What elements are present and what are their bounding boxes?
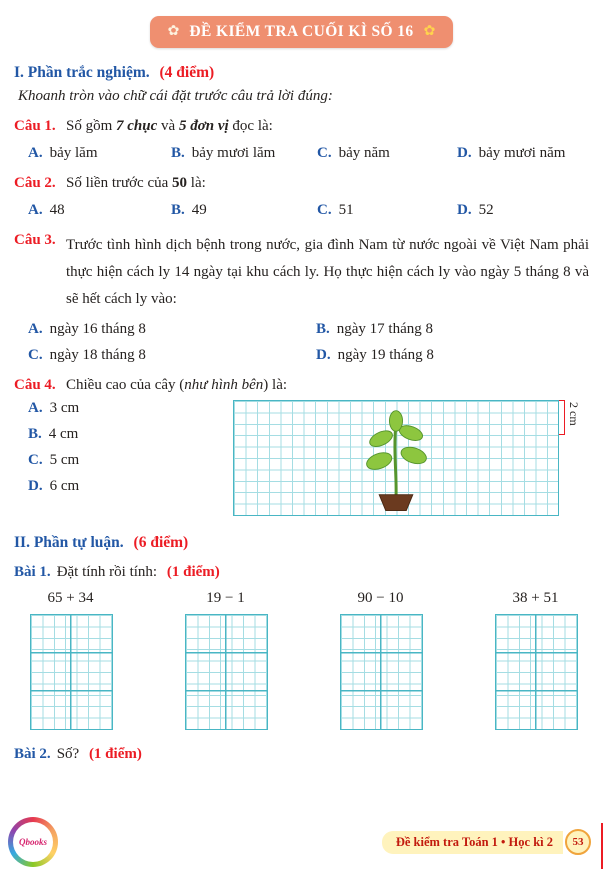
- answer-grid[interactable]: [185, 614, 268, 730]
- question-4-text-part: ) là:: [263, 377, 288, 393]
- answer-grid[interactable]: [495, 614, 578, 730]
- option-text: bảy mươi lăm: [191, 145, 276, 161]
- option-letter: D.: [316, 347, 331, 363]
- option-letter: C.: [317, 202, 332, 218]
- option-letter: B.: [171, 202, 185, 218]
- section-1-heading: [14, 64, 589, 82]
- expression: 65 + 34: [47, 590, 94, 606]
- option-c: [317, 202, 457, 219]
- option-letter: A.: [28, 145, 43, 161]
- option-d: [457, 145, 565, 162]
- option-c: [28, 452, 233, 469]
- question-2-text-part: là:: [187, 175, 206, 191]
- section-2-title: II. Phần tự luận.: [14, 534, 124, 551]
- option-text: 3 cm: [49, 400, 80, 416]
- option-letter: D.: [28, 478, 43, 494]
- page-footer: [8, 817, 591, 867]
- exercise-2-text: Số?: [56, 746, 80, 762]
- question-1-text-part: Số gồm: [66, 118, 117, 134]
- option-letter: C.: [317, 145, 332, 161]
- option-text: ngày 19 tháng 8: [337, 347, 434, 363]
- option-letter: C.: [28, 347, 43, 363]
- question-1: [14, 118, 589, 162]
- question-4-options: [14, 400, 233, 516]
- answer-grid[interactable]: [30, 614, 113, 730]
- option-c: [28, 347, 316, 364]
- option-b: [28, 426, 233, 443]
- instruction-text: Khoanh tròn vào chữ cái đặt trước câu trả lời đúng:: [18, 88, 333, 104]
- question-2-bold-part: 50: [172, 175, 188, 191]
- option-b: [171, 145, 317, 162]
- section-2-heading: [14, 534, 589, 552]
- question-3: [14, 232, 589, 364]
- exercise-2-points: (1 điểm): [88, 746, 142, 762]
- question-1-bold-part: 5 đơn vị: [178, 118, 229, 134]
- qbooks-logo-text: Qbooks: [13, 822, 53, 862]
- question-2-label: Câu 2.: [14, 175, 56, 191]
- option-letter: A.: [28, 400, 43, 416]
- option-text: 51: [338, 202, 354, 218]
- option-d: [28, 478, 233, 495]
- question-4-text: [66, 377, 589, 394]
- option-letter: A.: [28, 321, 43, 337]
- flower-icon: ✿: [423, 24, 436, 39]
- section-1-title: I. Phần trắc nghiệm.: [14, 64, 150, 81]
- option-text: 5 cm: [49, 452, 80, 468]
- question-4-text-part: Chiều cao của cây (: [66, 377, 185, 393]
- option-text: 6 cm: [49, 478, 80, 494]
- option-text: bảy năm: [338, 145, 390, 161]
- option-letter: D.: [457, 145, 472, 161]
- question-2-options: [14, 202, 589, 219]
- option-letter: B.: [28, 426, 42, 442]
- calc-column: [185, 590, 266, 730]
- question-4-label: Câu 4.: [14, 377, 56, 393]
- exercise-1-heading: [14, 564, 589, 581]
- exam-title-banner: [150, 16, 454, 48]
- question-2: [14, 175, 589, 219]
- option-a: [28, 321, 316, 338]
- exercise-1-text: Đặt tính rồi tính:: [56, 564, 158, 580]
- option-letter: A.: [28, 202, 43, 218]
- qbooks-logo: [8, 817, 58, 867]
- plant-illustration: [354, 410, 438, 514]
- scale-bracket: [559, 400, 565, 435]
- page-number-badge: 53: [565, 829, 591, 855]
- question-2-text: [66, 175, 589, 192]
- margin-line: [601, 823, 604, 869]
- calc-column: [340, 590, 421, 730]
- option-a: [28, 202, 171, 219]
- section-2-points: (6 điểm): [133, 534, 189, 551]
- calc-column: [495, 590, 576, 730]
- expression: 19 − 1: [206, 590, 245, 606]
- question-1-text: [66, 118, 589, 135]
- option-letter: B.: [171, 145, 185, 161]
- question-1-text-part: đọc là:: [228, 118, 273, 134]
- question-1-options: [14, 145, 589, 162]
- option-a: [28, 145, 171, 162]
- expression: 38 + 51: [512, 590, 559, 606]
- question-1-label: Câu 1.: [14, 118, 56, 134]
- option-text: 48: [49, 202, 65, 218]
- calc-column: [30, 590, 111, 730]
- question-3-label: Câu 3.: [14, 232, 56, 248]
- answer-grid[interactable]: [340, 614, 423, 730]
- option-text: ngày 17 tháng 8: [336, 321, 433, 337]
- question-1-text-part: và: [157, 118, 179, 134]
- footer-series-label: Đề kiểm tra Toán 1 • Học kì 2: [382, 831, 563, 854]
- flower-icon: ✿: [167, 24, 180, 39]
- option-b: [171, 202, 317, 219]
- option-letter: B.: [316, 321, 330, 337]
- option-letter: D.: [457, 202, 472, 218]
- option-d: [457, 202, 494, 219]
- option-d: [316, 347, 589, 364]
- question-2-text-part: Số liền trước của: [66, 175, 173, 191]
- question-3-options: [14, 321, 589, 364]
- question-1-bold-part: 7 chục: [116, 118, 158, 134]
- exercise-1-points: (1 điểm): [166, 564, 220, 580]
- option-text: 49: [191, 202, 207, 218]
- option-text: bảy mươi năm: [478, 145, 566, 161]
- scale-label: 2 cm: [567, 402, 581, 426]
- exercise-2-heading: [14, 746, 589, 763]
- option-a: [28, 400, 233, 417]
- exercise-1-workspace: [14, 590, 589, 730]
- exam-title: ĐỀ KIỂM TRA CUỐI KÌ SỐ 16: [189, 23, 414, 40]
- exercise-1-label: Bài 1.: [14, 564, 51, 580]
- question-4-italic-part: như hình bên: [184, 377, 264, 393]
- option-text: 4 cm: [48, 426, 79, 442]
- question-4: [14, 377, 589, 516]
- option-c: [317, 145, 457, 162]
- question-3-text: Trước tình hình dịch bệnh trong nước, gia đình Nam từ nước ngoài về Việt Nam phải thực hiện cách ly 14 ngày tại khu cách ly. Họ thực hiện cách ly vào ngày 5 tháng 8 và sẽ hết cách ly vào:: [66, 237, 589, 307]
- option-text: ngày 16 tháng 8: [49, 321, 146, 337]
- option-text: ngày 18 tháng 8: [49, 347, 146, 363]
- expression: 90 − 10: [357, 590, 404, 606]
- exercise-2-label: Bài 2.: [14, 746, 51, 762]
- option-letter: C.: [28, 452, 43, 468]
- option-text: bảy lăm: [49, 145, 98, 161]
- option-text: 52: [478, 202, 494, 218]
- section-1-points: (4 điểm): [159, 64, 215, 81]
- option-b: [316, 321, 589, 338]
- plant-height-figure: [233, 400, 581, 516]
